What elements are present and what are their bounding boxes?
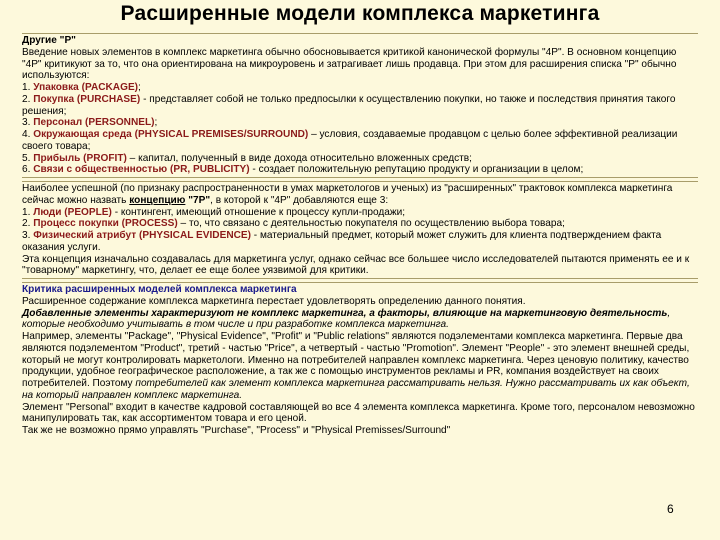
page-number: 6 (667, 502, 674, 516)
critique-p5: Так же не возможно прямо управлять "Purchase", "Process" и "Physical Premisses/Surround" (22, 425, 451, 436)
list-item: 4. Окружающая среда (PHYSICAL PREMISES/SURROUND) – условия, создаваемые продавцом с целью более эффективной реализации своего товара; (22, 129, 678, 152)
list-item: 3. Физический атрибут (PHYSICAL EVIDENCE) - материальный предмет, который может служить для клиента подтверждением факта оказания услуги. (22, 230, 662, 253)
list-item: 1. Люди (PEOPLE) - контингент, имеющий отношение к процессу купли-продажи; (22, 206, 406, 218)
content-area (22, 33, 698, 441)
page-title: Расширенные модели комплекса маркетинга (120, 2, 600, 25)
concept-link[interactable]: концепцию (129, 194, 186, 206)
list-item: 2. Покупка (PURCHASE) - представляет собой не только предпосылки к осуществлению покупки, но также и последствия принятия такого решения; (22, 93, 676, 117)
critique-block (22, 282, 698, 438)
list-item: 5. Прибыль (PROFIT) – капитал, полученный в виде дохода относительно вложенных средств; (22, 152, 472, 164)
critique-p2: Добавленные элементы характеризуют не комплекс маркетинга, а факторы, влияющие на маркетинговую деятельность, которые необходимо учитывать в том числе и при разработке комплекса маркетинга. (22, 307, 671, 331)
critique-p3: Например, элементы "Package", "Physical Evidence", "Profit" и "Public relations" являются подэлементами комплекса маркетинга. Первые два являются подэлементом "Product", третий - частью "Price", а четвертый - частью "Promotion". Элемент "People" - это элемент внешней среды, который не могут контролировать маркетологи. Именно на потребителей направлен комплекс маркетинга. Через ценовую политику, качество продукции, удобное географическое расположение, а так же с помощью инструментов рекламы и PR, компания воздействует на своих потребителей. Поэтому потребителей как элемент комплекса маркетинга рассматривать нельзя. Нужно рассматривать их как объект, на который направлен комплекс маркетинга. (22, 331, 690, 401)
critique-p4: Элемент "Personal" входит в качестве кадровой составляющей во все 4 элемента комплекса маркетинга. Кроме того, персоналом невозможно манипулировать так, как ассортиментом товара и его ценой. (22, 401, 695, 425)
list-item: 1. Упаковка (PACKAGE); (22, 82, 141, 93)
critique-p1: Расширенное содержание комплекса маркетинга перестает удовлетворять определению данного понятия. (22, 295, 526, 307)
7p-intro: Наиболее успешной (по признаку распространенности в умах маркетологов и ученых) из "расширенных" трактовок комплекса маркетинга сейчас можно назвать концепцию "7Р", в которой к "4Р" добавляются еще 3: (22, 183, 673, 206)
list-item: 6. Связи с общественностью (PR, PUBLICITY) - создает положительную репутацию продукту и организации в целом; (22, 164, 584, 176)
7p-outro: Эта концепция изначально создавалась для маркетинга услуг, однако сейчас все большее число исследователей пытаются применять ее и к "товарному" маркетингу, что, делает ее еще более уязвимой для критики. (22, 253, 690, 277)
other-p-block (22, 33, 698, 178)
other-p-heading: Другие "Р" (22, 35, 76, 46)
critique-heading: Критика расширенных моделей комплекса маркетинга (22, 284, 297, 295)
7p-block (22, 181, 698, 279)
list-item: 3. Персонал (PERSONNEL); (22, 117, 158, 129)
other-p-intro: Введение новых элементов в комплекс маркетинга обычно обосновывается критикой канонической формулы "4Р". В основном концепцию "4Р" критикуют за то, что она ориентирована на микроуровень и затрагивает лишь продавца. При этом для расширения списка "Р" обычно используются: (22, 46, 677, 82)
list-item: 2. Процесс покупки (PROCESS) – то, что связано с деятельностью покупателя по осуществлению выбора товара; (22, 218, 565, 230)
